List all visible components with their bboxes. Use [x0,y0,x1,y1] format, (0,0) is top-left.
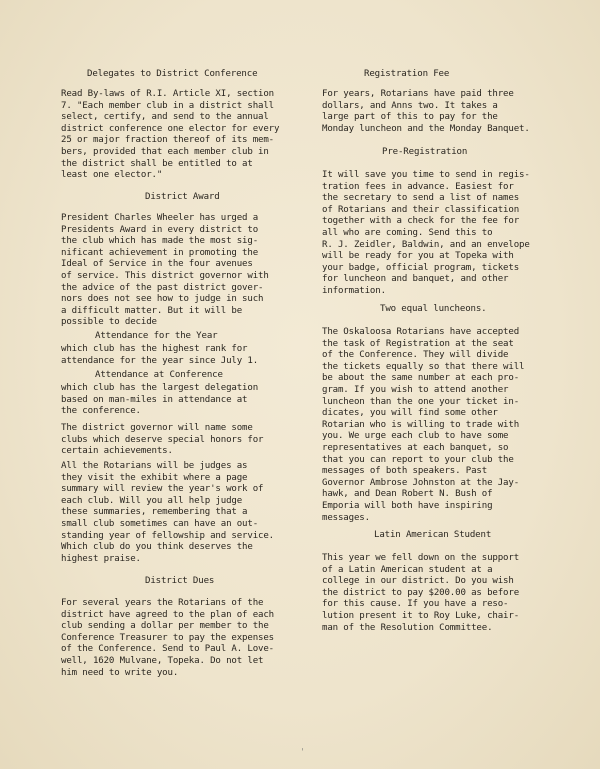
para-judges: All the Rotarians will be judges as they visit the exhibit where a page summary will review the year's work of each club. Will you all help judge these summaries, remembering that a small club sometimes can have an out- standing year of fellowship and service. Which club do you think deserves the highest praise. [61,461,274,564]
para-delegates: Read By-laws of R.I. Article XI, section 7. "Each member club in a district shall select, certify, and send to the annual district conference one elector for every 25 or major fraction thereof of its mem- bers, provided that each member club in the district shall be entitled to at least one elector." [61,89,280,181]
heading-delegates: Delegates to District Conference [87,69,258,79]
para-attendance-year: which club has the highest rank for attendance for the year since July 1. [61,344,259,366]
para-latin-american-student: This year we fell down on the support of a Latin American student at a college in our district. Do you wish the district to pay $200.00 as before for this cause. If you have a reso- lution present it to Roy Luke, chair- man of the Resolution Committee. [322,553,520,633]
heading-registration-fee: Registration Fee [364,69,450,79]
para-attendance-conference: which club has the largest delegation based on man-miles in attendance at the conference. [61,383,259,417]
para-two-luncheons: The Oskaloosa Rotarians have accepted the task of Registration at the seat of the Conference. They will divide the tickets equally so that there will be about the same number at each pro- gram. If you wish to attend another luncheon than the one your ticket in- dicates, you will find some other Rotarian who is willing to trade with you. We urge each club to have some representatives at each banquet, so that you can report to your club the messages of both speakers. Past Governor Ambrose Johnston at the Jay- hawk, and Dean Robert N. Bush of Emporia will both have inspiring messages. [322,327,525,523]
para-district-dues: For several years the Rotarians of the district have agreed to the plan of each club sending a dollar per member to the Conference Treasurer to pay the expenses of the Conference. Send to Paul A. Love- well, 1620 Mulvane, Topeka. Do not let him need to write you. [61,598,274,678]
subheading-attendance-year: Attendance for the Year [95,331,218,341]
para-special-honors: The district governor will name some clubs which deserve special honors for certain achievements. [61,423,264,457]
subheading-attendance-conference: Attendance at Conference [95,370,223,380]
heading-latin-american-student: Latin American Student [374,530,492,540]
para-pre-registration: It will save you time to send in regis- tration fees in advance. Easiest for the secretary to send a list of names of Rotarians and their classification together with a check for the fee for all who are coming. Send this to R. J. Zeidler, Baldwin, and an envelope will be ready for you at Topeka with your badge, official program, tickets for luncheon and banquet, and other information. [322,170,530,296]
page-mark: ˌ [300,742,306,752]
heading-two-luncheons: Two equal luncheons. [380,304,487,314]
para-district-award: President Charles Wheeler has urged a Presidents Award in every district to the club which has made the most sig- nificant achievement in promoting the Ideal of Service in the four avenues of service. This district governor with the advice of the past district gover- nors does not see how to judge in such a difficult matter. But it will be possible to decide [61,213,269,328]
heading-district-dues: District Dues [145,576,215,586]
para-registration-fee: For years, Rotarians have paid three dollars, and Anns two. It takes a large part of this to pay for the Monday luncheon and the Monday Banquet. [322,89,530,134]
heading-pre-registration: Pre-Registration [382,147,468,157]
heading-district-award: District Award [145,192,220,202]
